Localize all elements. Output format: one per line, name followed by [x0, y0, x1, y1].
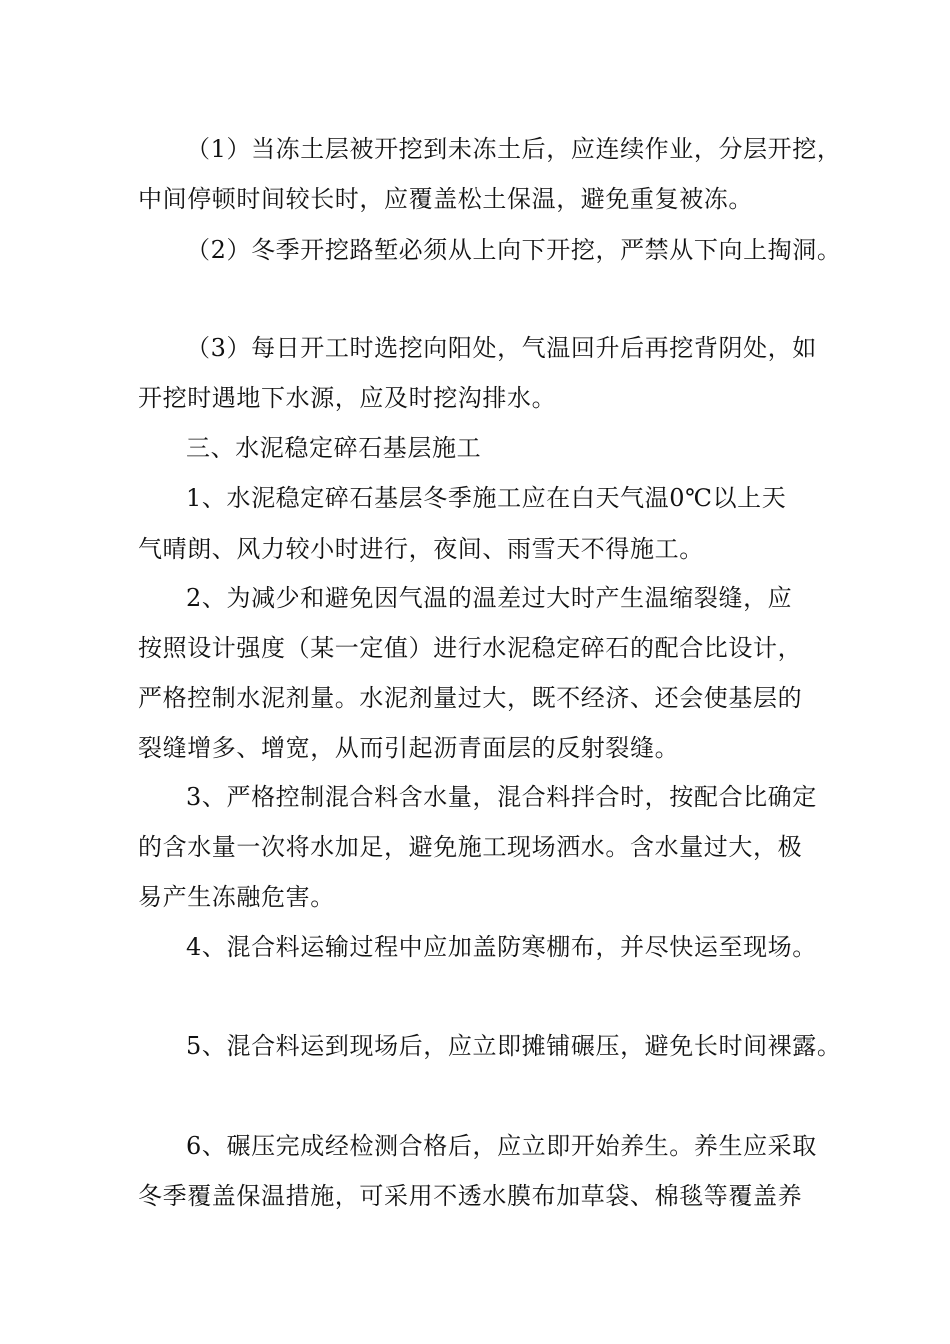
- section-heading: 三、水泥稳定碎石基层施工: [186, 434, 482, 462]
- text-line: 中间停顿时间较长时，应覆盖松土保温，避免重复被冻。: [138, 185, 753, 213]
- text-line: （1）当冻土层被开挖到未冻土后，应连续作业，分层开挖，: [186, 135, 842, 163]
- text-line: （2）冬季开挖路堑必须从上向下开挖，严禁从下向上掏洞。: [186, 236, 842, 264]
- text-line: 4、混合料运输过程中应加盖防寒棚布，并尽快运至现场。: [186, 933, 817, 961]
- text-line: 裂缝增多、增宽，从而引起沥青面层的反射裂缝。: [138, 734, 680, 762]
- text-line: 气晴朗、风力较小时进行，夜间、雨雪天不得施工。: [138, 535, 704, 563]
- text-line: 开挖时遇地下水源，应及时挖沟排水。: [138, 384, 557, 412]
- text-line: 3、严格控制混合料含水量，混合料拌合时，按配合比确定: [186, 783, 817, 811]
- text-line: 2、为减少和避免因气温的温差过大时产生温缩裂缝，应: [186, 584, 793, 612]
- text-line: 1、水泥稳定碎石基层冬季施工应在白天气温0℃以上天: [186, 484, 787, 512]
- text-line: 严格控制水泥剂量。水泥剂量过大，既不经济、还会使基层的: [138, 684, 803, 712]
- text-line: 易产生冻融危害。: [138, 883, 335, 911]
- text-line: 按照设计强度（某一定值）进行水泥稳定碎石的配合比设计，: [138, 634, 803, 662]
- text-line: （3）每日开工时选挖向阳处，气温回升后再挖背阴处，如: [186, 334, 817, 362]
- text-line: 冬季覆盖保温措施，可采用不透水膜布加草袋、棉毯等覆盖养: [138, 1182, 803, 1210]
- text-line: 6、碾压完成经检测合格后，应立即开始养生。养生应采取: [186, 1132, 817, 1160]
- text-line: 5、混合料运到现场后，应立即摊铺碾压，避免长时间裸露。: [186, 1032, 842, 1060]
- text-line: 的含水量一次将水加足，避免施工现场洒水。含水量过大，极: [138, 833, 803, 861]
